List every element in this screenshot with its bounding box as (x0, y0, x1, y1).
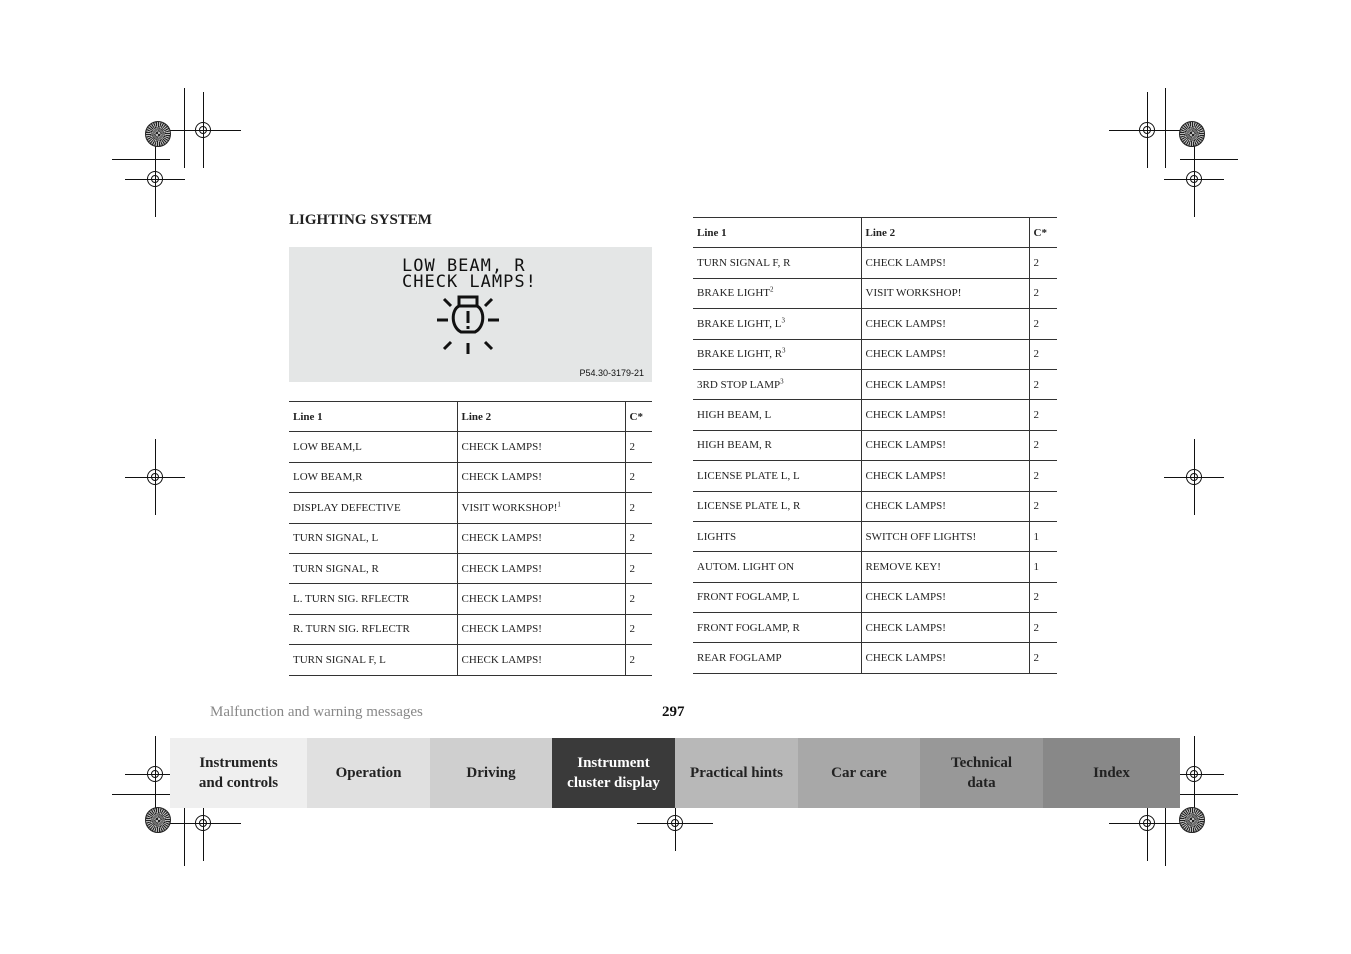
cell-line-2-text: CHECK LAMPS! (865, 652, 946, 665)
nav-tab-5[interactable]: Car care (798, 738, 920, 808)
table-row (693, 309, 1057, 339)
cell-category-text: 2 (1033, 469, 1039, 482)
table-row (289, 462, 652, 492)
cell-line-2 (861, 491, 1029, 521)
footnote-marker: 3 (780, 376, 784, 385)
cell-line-1-text: L. TURN SIG. RFLECTR (293, 593, 410, 606)
crop-line (112, 159, 170, 160)
cell-line-1 (693, 400, 861, 430)
table-row (693, 582, 1057, 612)
cell-line-1 (289, 462, 457, 492)
table-row (693, 400, 1057, 430)
table-row (693, 552, 1057, 582)
cell-line-2-text: SWITCH OFF LIGHTS! (865, 530, 977, 543)
cell-category (625, 462, 652, 492)
table-row (289, 645, 652, 675)
cell-line-1-text: LIGHTS (697, 530, 737, 543)
cell-line-2 (861, 430, 1029, 460)
left-message-table (289, 401, 652, 676)
cell-line-2-text: CHECK LAMPS! (865, 317, 946, 330)
cell-line-2 (457, 553, 625, 583)
table-row (693, 430, 1057, 460)
cell-line-1-text: BRAKE LIGHT (697, 287, 771, 300)
nav-tab-3[interactable]: Instrument cluster display (552, 738, 675, 808)
nav-tab-0[interactable]: Instruments and controls (170, 738, 307, 808)
cell-line-1-text: LICENSE PLATE L, L (697, 469, 800, 482)
footnote-marker: 3 (781, 316, 785, 325)
cell-line-1-text: TURN SIGNAL F, L (293, 653, 386, 666)
table-row (693, 521, 1057, 551)
cell-line-1 (289, 645, 457, 675)
cell-category-text: 2 (1033, 257, 1039, 270)
cell-category-text: 2 (629, 441, 635, 454)
nav-tab-4[interactable]: Practical hints (675, 738, 798, 808)
cell-line-2 (861, 339, 1029, 369)
header-line-1: Line 1 (693, 218, 861, 248)
display-line-1: LOW BEAM, R (402, 256, 526, 276)
header-line-2: Line 2 (457, 402, 625, 432)
cell-line-2-text: REMOVE KEY! (865, 560, 941, 573)
cell-line-1 (693, 278, 861, 308)
cell-line-2 (861, 369, 1029, 399)
cell-line-2-text: VISIT WORKSHOP! (865, 287, 962, 300)
cell-category-text: 2 (629, 653, 635, 666)
cell-line-2-text: CHECK LAMPS! (865, 439, 946, 452)
cell-line-2-text: VISIT WORKSHOP! (461, 501, 558, 514)
chapter-navigation-bar (170, 738, 1180, 808)
table-row (693, 461, 1057, 491)
cell-line-1 (289, 553, 457, 583)
cell-line-1-text: LOW BEAM,R (293, 471, 363, 484)
cell-line-2 (457, 432, 625, 462)
instrument-display-figure (289, 247, 652, 382)
table-header-row (289, 402, 652, 432)
cell-line-1-text: FRONT FOGLAMP, L (697, 591, 800, 604)
cell-category-text: 1 (1033, 560, 1039, 573)
table-row (289, 614, 652, 644)
cell-line-2-text: CHECK LAMPS! (461, 471, 542, 484)
cell-category (625, 553, 652, 583)
table-row (693, 643, 1057, 673)
cell-category (1029, 278, 1057, 308)
cell-category (1029, 369, 1057, 399)
cell-line-2 (861, 582, 1029, 612)
cell-line-2-text: CHECK LAMPS! (865, 469, 946, 482)
table-row (693, 339, 1057, 369)
cell-line-1-text: HIGH BEAM, L (697, 409, 772, 422)
color-dial-icon (1179, 807, 1205, 833)
table-row (289, 584, 652, 614)
table-row (693, 248, 1057, 278)
footnote-marker: 1 (557, 500, 561, 509)
cell-category (1029, 339, 1057, 369)
cell-line-1 (693, 309, 861, 339)
cell-line-1-text: LOW BEAM,L (293, 441, 362, 454)
right-message-table (693, 217, 1057, 674)
cell-line-2-text: CHECK LAMPS! (865, 378, 946, 391)
cell-line-2-text: CHECK LAMPS! (461, 593, 542, 606)
cell-line-2-text: CHECK LAMPS! (865, 591, 946, 604)
cell-line-2-text: CHECK LAMPS! (865, 500, 946, 513)
cell-line-1-text: TURN SIGNAL F, R (697, 257, 791, 270)
cell-line-1 (289, 493, 457, 523)
cell-line-1-text: AUTOM. LIGHT ON (697, 560, 795, 573)
crop-line (184, 88, 185, 168)
footnote-marker: 2 (770, 285, 774, 294)
cell-line-1 (693, 491, 861, 521)
cell-category (1029, 248, 1057, 278)
cell-line-1 (289, 432, 457, 462)
table-header-row (693, 218, 1057, 248)
cell-line-2-text: CHECK LAMPS! (461, 653, 542, 666)
crop-line (112, 794, 170, 795)
cell-category-text: 2 (1033, 317, 1039, 330)
cell-line-1 (693, 552, 861, 582)
cell-category-text: 2 (629, 562, 635, 575)
cell-category-text: 2 (1033, 287, 1039, 300)
color-dial-icon (145, 807, 171, 833)
cell-line-2 (457, 614, 625, 644)
cell-category (1029, 491, 1057, 521)
cell-line-2 (457, 493, 625, 523)
cell-line-2 (861, 400, 1029, 430)
cell-line-2 (861, 552, 1029, 582)
cell-line-1-text: R. TURN SIG. RFLECTR (293, 623, 410, 636)
cell-line-1 (693, 582, 861, 612)
cell-category (1029, 309, 1057, 339)
nav-tab-1[interactable]: Operation (307, 738, 430, 808)
cell-category (1029, 461, 1057, 491)
cell-category (1029, 552, 1057, 582)
cell-line-1-text: BRAKE LIGHT, L (697, 317, 782, 330)
cell-category-text: 2 (1033, 500, 1039, 513)
cell-category (1029, 643, 1057, 673)
cell-line-1-text: HIGH BEAM, R (697, 439, 772, 452)
cell-line-1 (693, 369, 861, 399)
cell-category (625, 523, 652, 553)
display-text (402, 258, 537, 290)
cell-line-1 (289, 614, 457, 644)
lamp-warning-icon (435, 294, 501, 356)
cell-line-2 (457, 462, 625, 492)
table-row (289, 523, 652, 553)
header-category: C* (1029, 218, 1057, 248)
cell-line-2 (861, 613, 1029, 643)
cell-line-2 (861, 278, 1029, 308)
table-row (693, 613, 1057, 643)
cell-line-1 (693, 461, 861, 491)
footnote-marker: 3 (782, 346, 786, 355)
cell-category-text: 2 (629, 593, 635, 606)
table-row (693, 491, 1057, 521)
cell-line-2-text: CHECK LAMPS! (865, 348, 946, 361)
cell-line-1-text: DISPLAY DEFECTIVE (293, 501, 401, 514)
cell-line-1-text: REAR FOGLAMP (697, 652, 782, 665)
cell-line-2 (861, 521, 1029, 551)
table-row (693, 369, 1057, 399)
cell-line-1 (289, 584, 457, 614)
cell-line-2 (861, 248, 1029, 278)
chapter-title: Malfunction and warning messages (210, 704, 423, 720)
crop-line (1180, 794, 1238, 795)
section-title: LIGHTING SYSTEM (289, 212, 432, 228)
color-dial-icon (1179, 121, 1205, 147)
cell-line-1-text: BRAKE LIGHT, R (697, 348, 783, 361)
crop-line (1180, 159, 1238, 160)
cell-category-text: 2 (1033, 591, 1039, 604)
table-row (289, 553, 652, 583)
cell-category-text: 2 (1033, 348, 1039, 361)
nav-tab-6[interactable]: Technical data (920, 738, 1043, 808)
display-line-2: CHECK LAMPS! (402, 272, 537, 292)
cell-category (625, 493, 652, 523)
cell-line-2 (457, 523, 625, 553)
figure-code: P54.30-3179-21 (579, 368, 644, 378)
cell-category-text: 2 (629, 532, 635, 545)
cell-category (1029, 521, 1057, 551)
cell-line-1 (289, 523, 457, 553)
cell-category-text: 2 (629, 501, 635, 514)
cell-category-text: 2 (1033, 409, 1039, 422)
page-number: 297 (662, 704, 685, 720)
cell-line-1 (693, 643, 861, 673)
cell-line-1-text: FRONT FOGLAMP, R (697, 621, 800, 634)
cell-category (1029, 400, 1057, 430)
cell-category-text: 2 (1033, 621, 1039, 634)
cell-line-2-text: CHECK LAMPS! (865, 621, 946, 634)
table-row (693, 278, 1057, 308)
cell-line-2-text: CHECK LAMPS! (865, 257, 946, 270)
cell-line-2-text: CHECK LAMPS! (461, 562, 542, 575)
cell-line-2-text: CHECK LAMPS! (865, 409, 946, 422)
cell-line-1 (693, 248, 861, 278)
cell-category-text: 2 (629, 471, 635, 484)
cell-category (1029, 613, 1057, 643)
cell-category-text: 2 (1033, 378, 1039, 391)
cell-line-2-text: CHECK LAMPS! (461, 623, 542, 636)
nav-tab-7[interactable]: Index (1043, 738, 1180, 808)
nav-tab-2[interactable]: Driving (430, 738, 552, 808)
cell-category (1029, 582, 1057, 612)
cell-category (625, 584, 652, 614)
cell-line-2 (861, 461, 1029, 491)
cell-category-text: 2 (1033, 439, 1039, 452)
cell-line-1 (693, 613, 861, 643)
cell-line-1-text: LICENSE PLATE L, R (697, 500, 801, 513)
cell-category-text: 1 (1033, 530, 1039, 543)
cell-line-1 (693, 430, 861, 460)
cell-category-text: 2 (1033, 652, 1039, 665)
cell-category (625, 645, 652, 675)
cell-line-2 (861, 309, 1029, 339)
cell-line-2-text: CHECK LAMPS! (461, 532, 542, 545)
header-line-1: Line 1 (289, 402, 457, 432)
cell-line-2 (861, 643, 1029, 673)
cell-category-text: 2 (629, 623, 635, 636)
cell-line-1-text: TURN SIGNAL, L (293, 532, 379, 545)
cell-line-1-text: TURN SIGNAL, R (293, 562, 379, 575)
cell-line-1 (693, 521, 861, 551)
cell-category (1029, 430, 1057, 460)
table-row (289, 493, 652, 523)
cell-line-2 (457, 584, 625, 614)
table-row (289, 432, 652, 462)
cell-line-2-text: CHECK LAMPS! (461, 441, 542, 454)
cell-category (625, 432, 652, 462)
cell-category (625, 614, 652, 644)
color-dial-icon (145, 121, 171, 147)
cell-line-2 (457, 645, 625, 675)
header-line-2: Line 2 (861, 218, 1029, 248)
cell-line-1-text: 3RD STOP LAMP (697, 378, 781, 391)
cell-line-1 (693, 339, 861, 369)
header-category: C* (625, 402, 652, 432)
crop-line (1165, 88, 1166, 168)
